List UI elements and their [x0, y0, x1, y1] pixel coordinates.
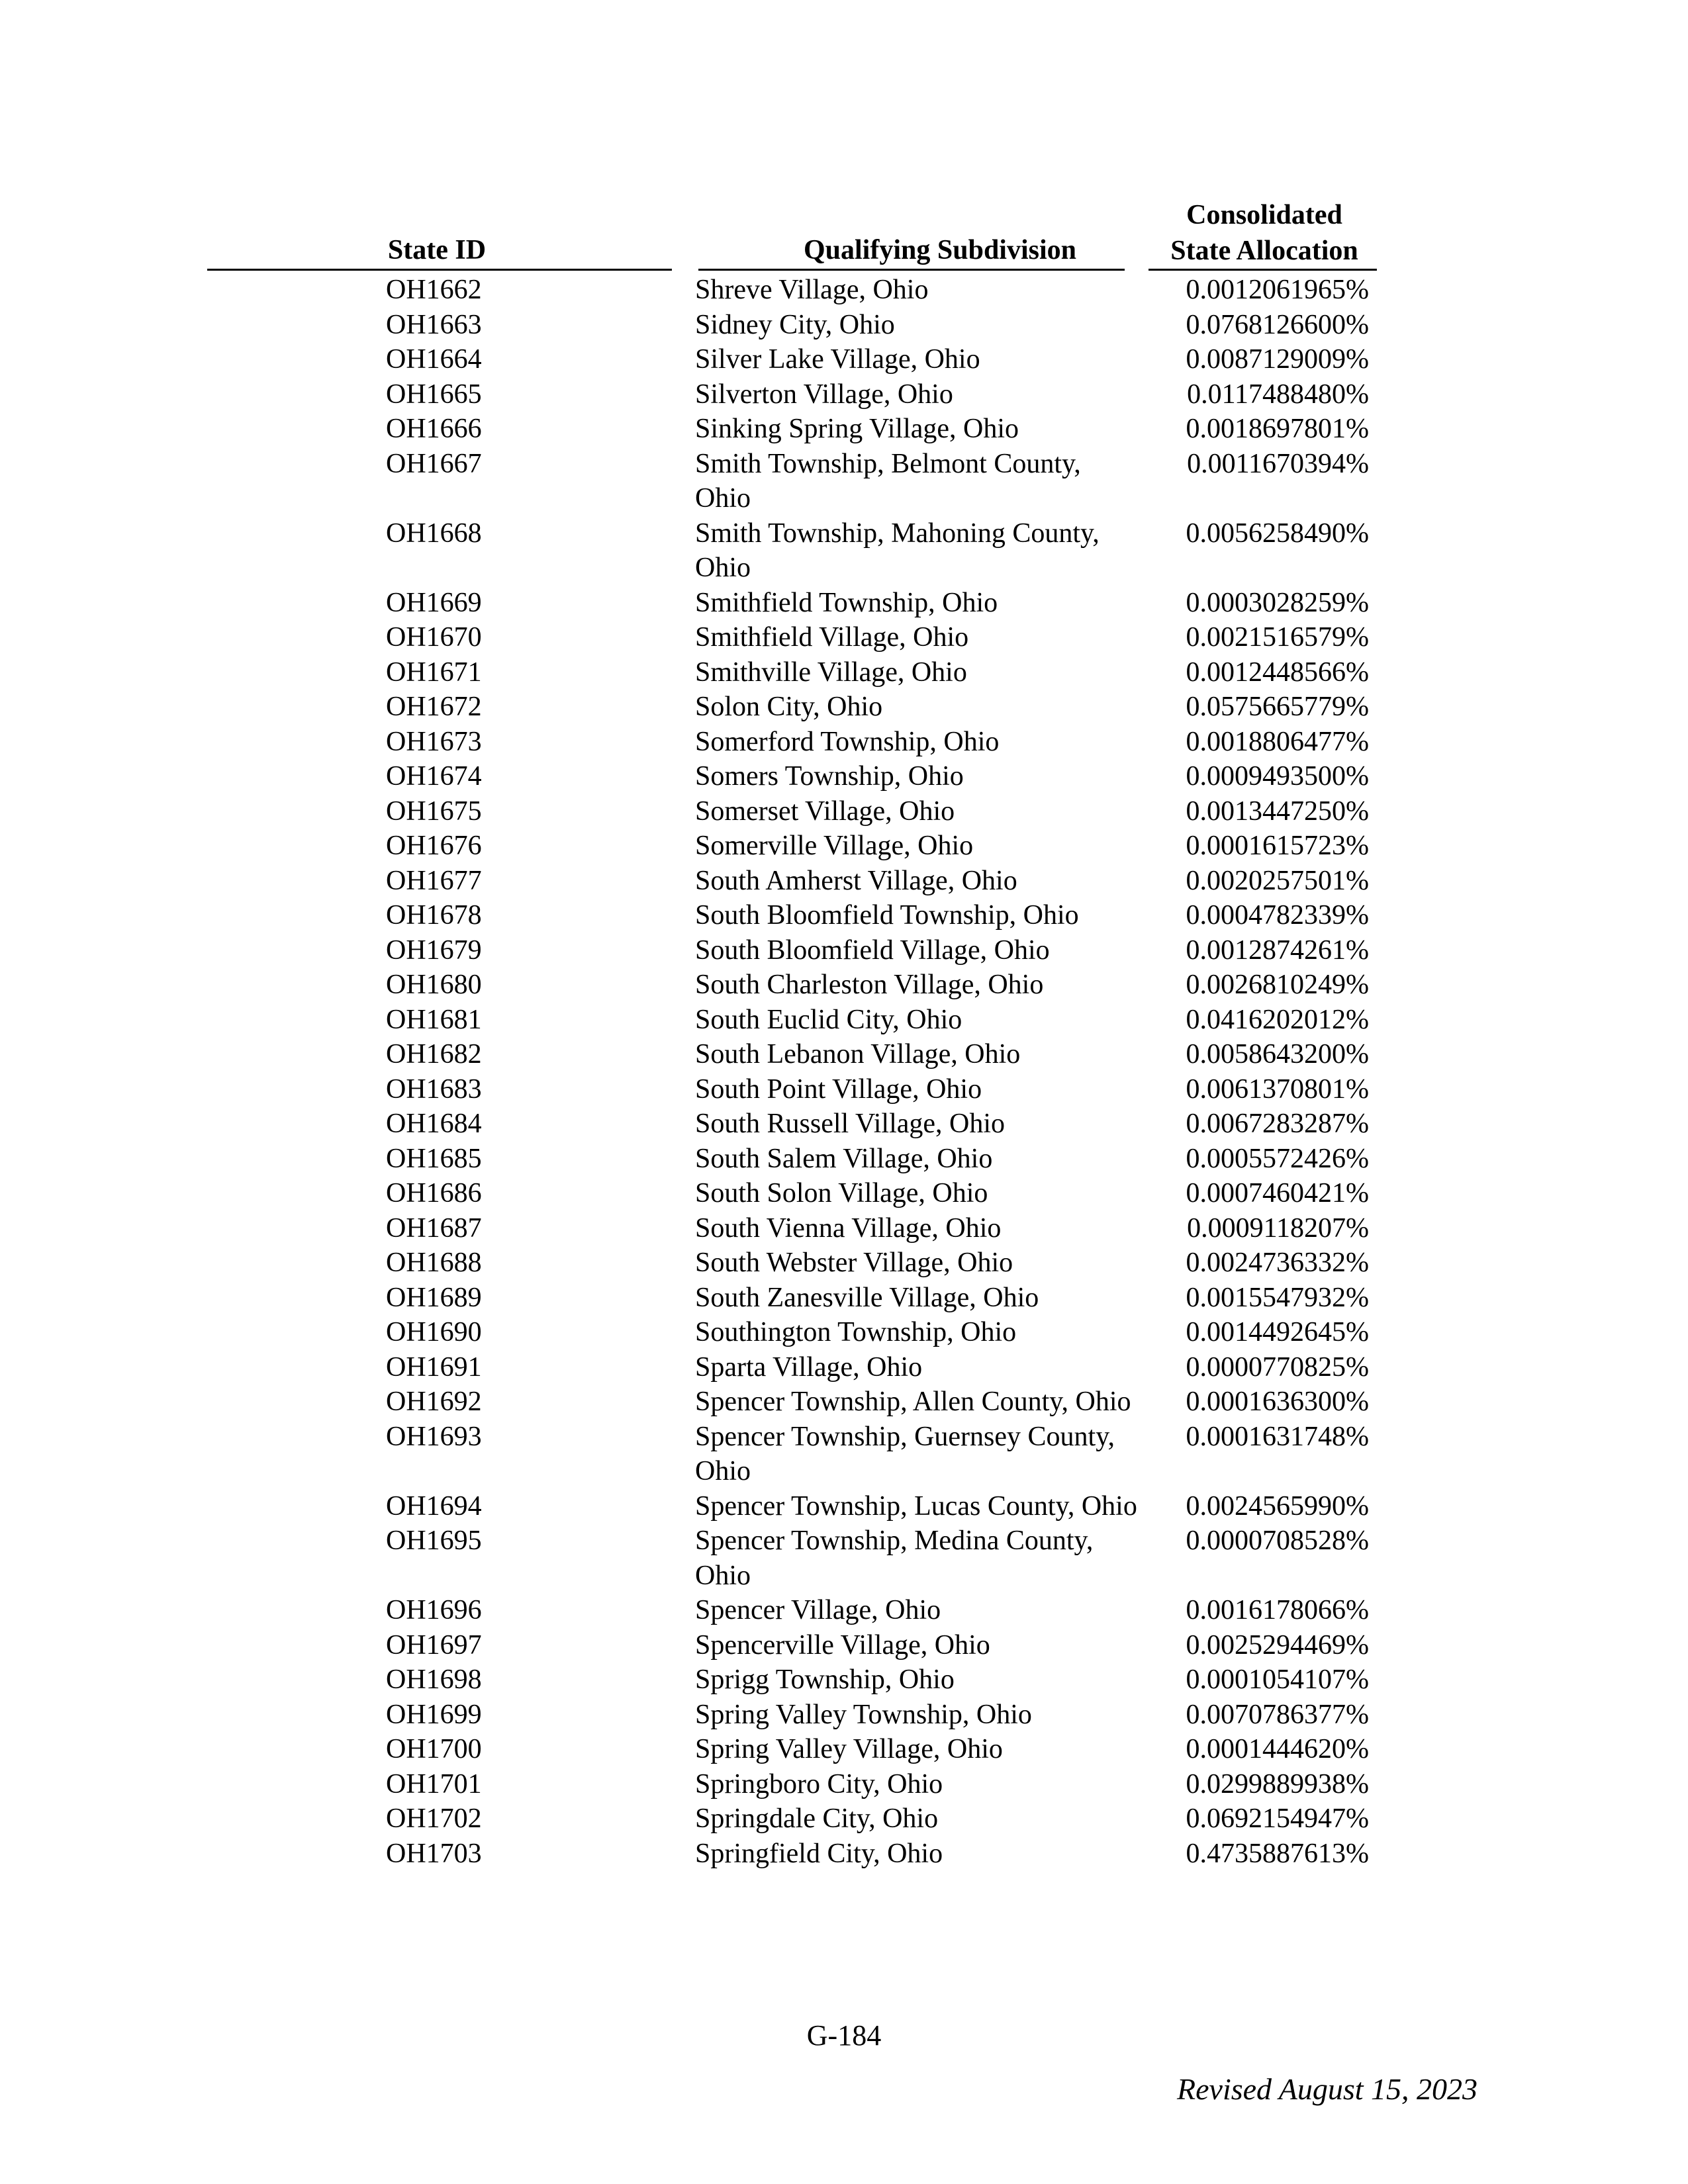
header-consolidated-state-allocation [1152, 197, 1377, 269]
subdivision-cell: Silverton Village, Ohio [695, 379, 953, 410]
header-rule-state-id [207, 269, 672, 271]
state-id-cell: OH1680 [386, 970, 482, 1000]
allocation-cell: 0.0001615723% [1186, 831, 1369, 861]
state-id-cell: OH1664 [386, 344, 482, 375]
table-row [0, 1246, 1688, 1281]
table-row [0, 1801, 1688, 1837]
subdivision-cell: South Russell Village, Ohio [695, 1109, 1006, 1139]
page-number: G-184 [806, 2019, 882, 2052]
state-id-cell: OH1676 [386, 831, 482, 861]
state-id-cell: OH1688 [386, 1248, 482, 1278]
allocation-table [0, 273, 1688, 1871]
table-row [0, 1593, 1688, 1628]
table-row [0, 377, 1688, 412]
table-row [0, 1837, 1688, 1872]
subdivision-cell: South Bloomfield Village, Ohio [695, 934, 1050, 966]
table-row [0, 586, 1688, 621]
state-id-cell: OH1693 [386, 1421, 482, 1452]
allocation-cell: 0.0014492645% [1186, 1317, 1369, 1347]
allocation-cell: 0.4735887613% [1186, 1838, 1369, 1869]
state-id-cell: OH1694 [386, 1490, 482, 1522]
subdivision-cell: Springboro City, Ohio [695, 1768, 943, 1799]
allocation-cell: 0.0012448566% [1186, 657, 1369, 688]
allocation-cell: 0.0018697801% [1186, 414, 1369, 444]
subdivision-cell: Smithville Village, Ohio [695, 657, 967, 688]
state-id-cell: OH1662 [386, 275, 482, 305]
allocation-cell: 0.0575665779% [1186, 692, 1369, 722]
table-row [0, 516, 1688, 586]
table-row [0, 1315, 1688, 1350]
allocation-cell: 0.0009118207% [1187, 1212, 1369, 1244]
table-row [0, 1420, 1688, 1489]
subdivision-cell: Sidney City, Ohio [695, 309, 895, 340]
subdivision-cell: South Charleston Village, Ohio [695, 970, 1044, 1000]
table-row [0, 1037, 1688, 1072]
allocation-cell: 0.0117488480% [1187, 379, 1369, 410]
table-row [0, 1176, 1688, 1211]
table-row [0, 447, 1688, 516]
subdivision-cell: South Lebanon Village, Ohio [695, 1039, 1021, 1069]
subdivision-cell: South Zanesville Village, Ohio [695, 1282, 1039, 1313]
state-id-cell: OH1681 [386, 1004, 482, 1035]
state-id-cell: OH1663 [386, 309, 482, 340]
state-id-cell: OH1678 [386, 900, 482, 931]
allocation-cell: 0.0024565990% [1186, 1490, 1369, 1522]
revised-date: Revised August 15, 2023 [1177, 2072, 1477, 2106]
table-row [0, 1072, 1688, 1107]
allocation-cell: 0.0000770825% [1186, 1351, 1369, 1383]
state-id-cell: OH1667 [386, 448, 482, 479]
subdivision-cell: Smithfield Village, Ohio [695, 622, 969, 653]
allocation-cell: 0.0000708528% [1186, 1525, 1369, 1556]
allocation-cell: 0.0026810249% [1186, 970, 1369, 1000]
allocation-cell: 0.0001444620% [1186, 1734, 1369, 1764]
allocation-cell: 0.0001631748% [1186, 1421, 1369, 1452]
subdivision-cell: Spring Valley Township, Ohio [695, 1699, 1032, 1730]
header-allocation-line-2: State Allocation [1170, 236, 1358, 266]
table-row [0, 1003, 1688, 1038]
subdivision-cell: Spencer Township, Guernsey County, Ohio [695, 1421, 1115, 1486]
subdivision-cell: Springfield City, Ohio [695, 1838, 943, 1869]
table-row [0, 1524, 1688, 1593]
subdivision-cell: South Salem Village, Ohio [695, 1143, 993, 1174]
state-id-cell: OH1675 [386, 796, 482, 827]
table-row [0, 342, 1688, 377]
state-id-cell: OH1687 [386, 1212, 482, 1244]
allocation-cell: 0.0058643200% [1186, 1039, 1369, 1069]
subdivision-cell: Smithfield Township, Ohio [695, 587, 998, 618]
state-id-cell: OH1702 [386, 1803, 482, 1834]
allocation-cell: 0.0692154947% [1186, 1803, 1369, 1834]
table-row [0, 968, 1688, 1003]
allocation-cell: 0.0020257501% [1186, 865, 1369, 896]
table-row [0, 1628, 1688, 1663]
table-row [0, 308, 1688, 343]
allocation-cell: 0.0416202012% [1186, 1004, 1369, 1035]
subdivision-cell: Somerset Village, Ohio [695, 796, 955, 827]
subdivision-cell: Shreve Village, Ohio [695, 275, 929, 305]
table-row [0, 829, 1688, 864]
state-id-cell: OH1698 [386, 1664, 482, 1695]
table-row [0, 1732, 1688, 1767]
state-id-cell: OH1679 [386, 934, 482, 966]
table-row [0, 1662, 1688, 1698]
allocation-cell: 0.0021516579% [1186, 622, 1369, 653]
state-id-cell: OH1683 [386, 1073, 482, 1105]
state-id-cell: OH1684 [386, 1109, 482, 1139]
subdivision-cell: Spencer Township, Lucas County, Ohio [695, 1490, 1137, 1522]
allocation-cell: 0.0067283287% [1186, 1109, 1369, 1139]
state-id-cell: OH1690 [386, 1317, 482, 1347]
table-row [0, 1211, 1688, 1246]
state-id-cell: OH1692 [386, 1387, 482, 1417]
subdivision-cell: Smith Township, Mahoning County, Ohio [695, 518, 1100, 583]
allocation-cell: 0.0299889938% [1186, 1768, 1369, 1799]
allocation-cell: 0.0003028259% [1186, 587, 1369, 618]
allocation-cell: 0.0025294469% [1186, 1629, 1369, 1661]
table-row [0, 794, 1688, 829]
state-id-cell: OH1691 [386, 1351, 482, 1383]
allocation-cell: 0.0024736332% [1186, 1248, 1369, 1278]
subdivision-cell: Sprigg Township, Ohio [695, 1664, 955, 1695]
allocation-cell: 0.0056258490% [1186, 518, 1369, 549]
subdivision-cell: Sinking Spring Village, Ohio [695, 414, 1019, 444]
state-id-cell: OH1666 [386, 414, 482, 444]
header-state-id: State ID [387, 235, 487, 265]
header-qualifying-subdivision: Qualifying Subdivision [803, 235, 1077, 265]
table-row [0, 1142, 1688, 1177]
state-id-cell: OH1697 [386, 1629, 482, 1661]
table-row [0, 1767, 1688, 1802]
table-row [0, 1350, 1688, 1385]
allocation-cell: 0.0012874261% [1186, 934, 1369, 966]
table-row [0, 1107, 1688, 1142]
allocation-cell: 0.0011670394% [1187, 448, 1369, 479]
state-id-cell: OH1689 [386, 1282, 482, 1313]
allocation-cell: 0.0012061965% [1186, 275, 1369, 305]
header-rule-allocation [1149, 269, 1377, 271]
subdivision-cell: Spring Valley Village, Ohio [695, 1734, 1003, 1764]
subdivision-cell: Spencerville Village, Ohio [695, 1629, 990, 1661]
state-id-cell: OH1696 [386, 1595, 482, 1625]
allocation-cell: 0.0070786377% [1186, 1699, 1369, 1730]
state-id-cell: OH1673 [386, 726, 482, 757]
subdivision-cell: Smith Township, Belmont County, Ohio [695, 448, 1081, 514]
subdivision-cell: Somers Township, Ohio [695, 761, 964, 792]
subdivision-cell: Solon City, Ohio [695, 692, 883, 722]
subdivision-cell: South Solon Village, Ohio [695, 1178, 988, 1208]
subdivision-cell: South Bloomfield Township, Ohio [695, 900, 1079, 931]
subdivision-cell: Silver Lake Village, Ohio [695, 344, 980, 375]
table-row [0, 1489, 1688, 1524]
subdivision-cell: South Vienna Village, Ohio [695, 1212, 1002, 1244]
state-id-cell: OH1682 [386, 1039, 482, 1069]
table-row [0, 864, 1688, 899]
table-row [0, 690, 1688, 725]
table-row [0, 759, 1688, 794]
table-row [0, 933, 1688, 968]
allocation-cell: 0.0001636300% [1186, 1387, 1369, 1417]
allocation-cell: 0.0087129009% [1186, 344, 1369, 375]
allocation-cell: 0.0004782339% [1186, 900, 1369, 931]
table-row [0, 620, 1688, 655]
allocation-cell: 0.0009493500% [1186, 761, 1369, 792]
allocation-cell: 0.0018806477% [1186, 726, 1369, 757]
subdivision-cell: Sparta Village, Ohio [695, 1351, 923, 1383]
state-id-cell: OH1701 [386, 1768, 482, 1799]
state-id-cell: OH1686 [386, 1178, 482, 1208]
subdivision-cell: Somerford Township, Ohio [695, 726, 1000, 757]
table-row [0, 898, 1688, 933]
allocation-cell: 0.0001054107% [1186, 1664, 1369, 1695]
allocation-cell: 0.0013447250% [1186, 796, 1369, 827]
subdivision-cell: Somerville Village, Ohio [695, 831, 974, 861]
state-id-cell: OH1677 [386, 865, 482, 896]
subdivision-cell: South Euclid City, Ohio [695, 1004, 962, 1035]
state-id-cell: OH1670 [386, 622, 482, 653]
subdivision-cell: South Amherst Village, Ohio [695, 865, 1017, 896]
subdivision-cell: Southington Township, Ohio [695, 1317, 1017, 1347]
state-id-cell: OH1695 [386, 1525, 482, 1556]
state-id-cell: OH1685 [386, 1143, 482, 1174]
state-id-cell: OH1671 [386, 657, 482, 688]
state-id-cell: OH1699 [386, 1699, 482, 1730]
subdivision-cell: Spencer Township, Medina County, Ohio [695, 1525, 1094, 1591]
allocation-cell: 0.0016178066% [1186, 1595, 1369, 1625]
state-id-cell: OH1703 [386, 1838, 482, 1869]
subdivision-cell: Spencer Township, Allen County, Ohio [695, 1387, 1131, 1417]
table-row [0, 1281, 1688, 1316]
state-id-cell: OH1674 [386, 761, 482, 792]
state-id-cell: OH1668 [386, 518, 482, 549]
subdivision-cell: Spencer Village, Ohio [695, 1595, 941, 1625]
header-rule-subdivision [698, 269, 1125, 271]
allocation-cell: 0.0007460421% [1186, 1178, 1369, 1208]
subdivision-cell: Springdale City, Ohio [695, 1803, 939, 1834]
table-row [0, 412, 1688, 447]
table-row [0, 655, 1688, 690]
header-allocation-line-1: Consolidated [1186, 200, 1342, 230]
subdivision-cell: South Webster Village, Ohio [695, 1248, 1013, 1278]
table-row [0, 1385, 1688, 1420]
state-id-cell: OH1665 [386, 379, 482, 410]
table-row [0, 273, 1688, 308]
allocation-cell: 0.0015547932% [1186, 1282, 1369, 1313]
state-id-cell: OH1700 [386, 1734, 482, 1764]
table-row [0, 1698, 1688, 1733]
table-row [0, 725, 1688, 760]
allocation-cell: 0.0061370801% [1186, 1073, 1369, 1105]
subdivision-cell: South Point Village, Ohio [695, 1073, 982, 1105]
allocation-cell: 0.0768126600% [1186, 309, 1369, 340]
state-id-cell: OH1669 [386, 587, 482, 618]
state-id-cell: OH1672 [386, 692, 482, 722]
allocation-cell: 0.0005572426% [1186, 1143, 1369, 1174]
